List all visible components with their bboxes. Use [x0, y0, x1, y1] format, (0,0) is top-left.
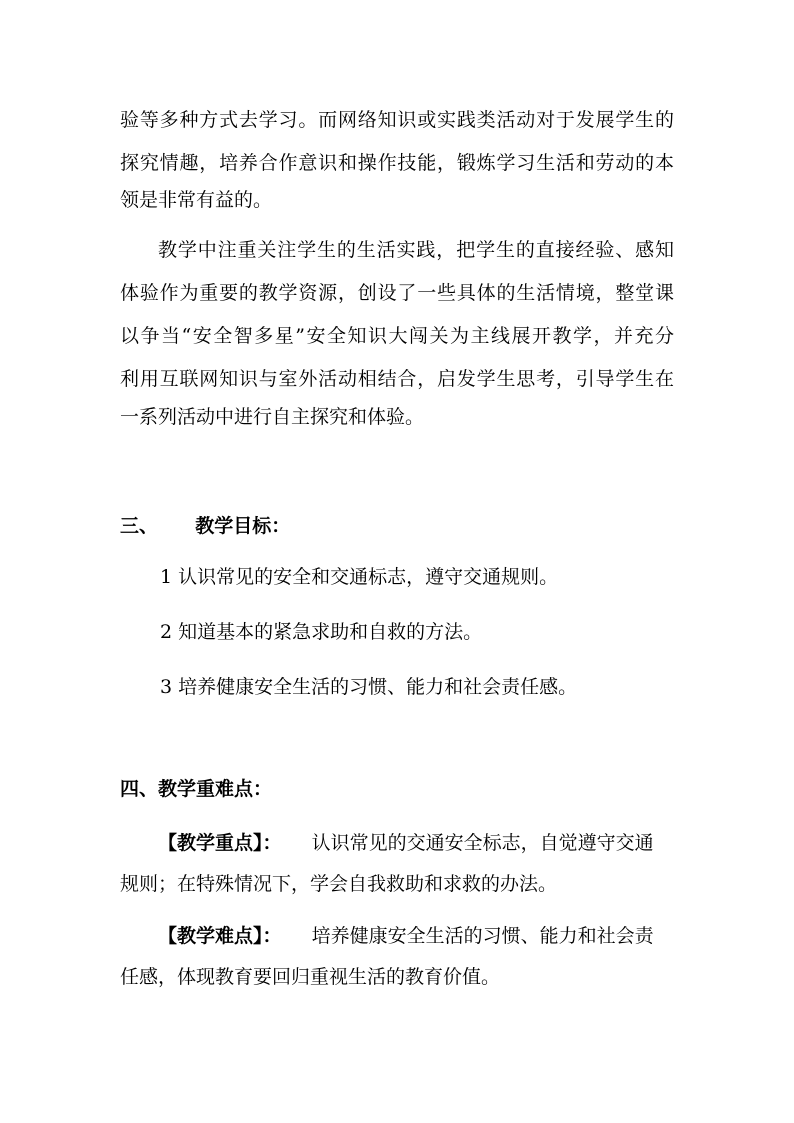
paragraph1-line3: 领是非常有益的。 [120, 189, 273, 211]
section3-heading [120, 514, 290, 538]
difficult-point-label: 【教学难点】： [158, 925, 282, 947]
paragraph2-line4: 利用互联网知识与室外活动相结合，启发学生思考，引导学生在 [120, 368, 674, 390]
difficult-point-text: 培养健康安全生活的习惯、能力和社会责 [311, 925, 654, 947]
difficult-point-line2: 任感，体现教育要回归重视生活的教育价值。 [120, 966, 501, 988]
paragraph2-line1: 教学中注重关注学生的生活实践，把学生的直接经验、感知 [158, 239, 674, 261]
key-point-line2: 规则；在特殊情况下，学会自我救助和求救的办法。 [120, 873, 558, 895]
section3-item-3: 3 培养健康安全生活的习惯、能力和社会责任感。 [160, 676, 578, 698]
section3-item-2: 2 知道基本的紧急求助和自救的方法。 [160, 621, 483, 643]
key-point-label: 【教学重点】： [158, 832, 282, 854]
section3-title: 教学目标： [195, 515, 291, 537]
section3-number: 三、 [120, 515, 159, 537]
key-point-line1 [158, 831, 654, 855]
paragraph2-line2: 体验作为重要的教学资源，创设了一些具体的生活情境，整堂课 [120, 282, 674, 304]
paragraph1-line2: 探究情趣，培养合作意识和操作技能，锻炼学习生活和劳动的本 [120, 152, 674, 174]
key-point-text: 认识常见的交通安全标志，自觉遵守交通 [311, 832, 654, 854]
section3-item-1: 1 认识常见的安全和交通标志，遵守交通规则。 [160, 566, 559, 588]
paragraph2-line5: 一系列活动中进行自主探究和体验。 [120, 406, 425, 428]
paragraph1-line1: 验等多种方式去学习。而网络知识或实践类活动对于发展学生的 [120, 109, 674, 131]
difficult-point-line1 [158, 924, 654, 948]
section4-heading: 四、教学重难点： [120, 778, 273, 800]
paragraph2-line3: 以争当“安全智多星”安全知识大闯关为主线展开教学，并充分 [120, 325, 674, 347]
